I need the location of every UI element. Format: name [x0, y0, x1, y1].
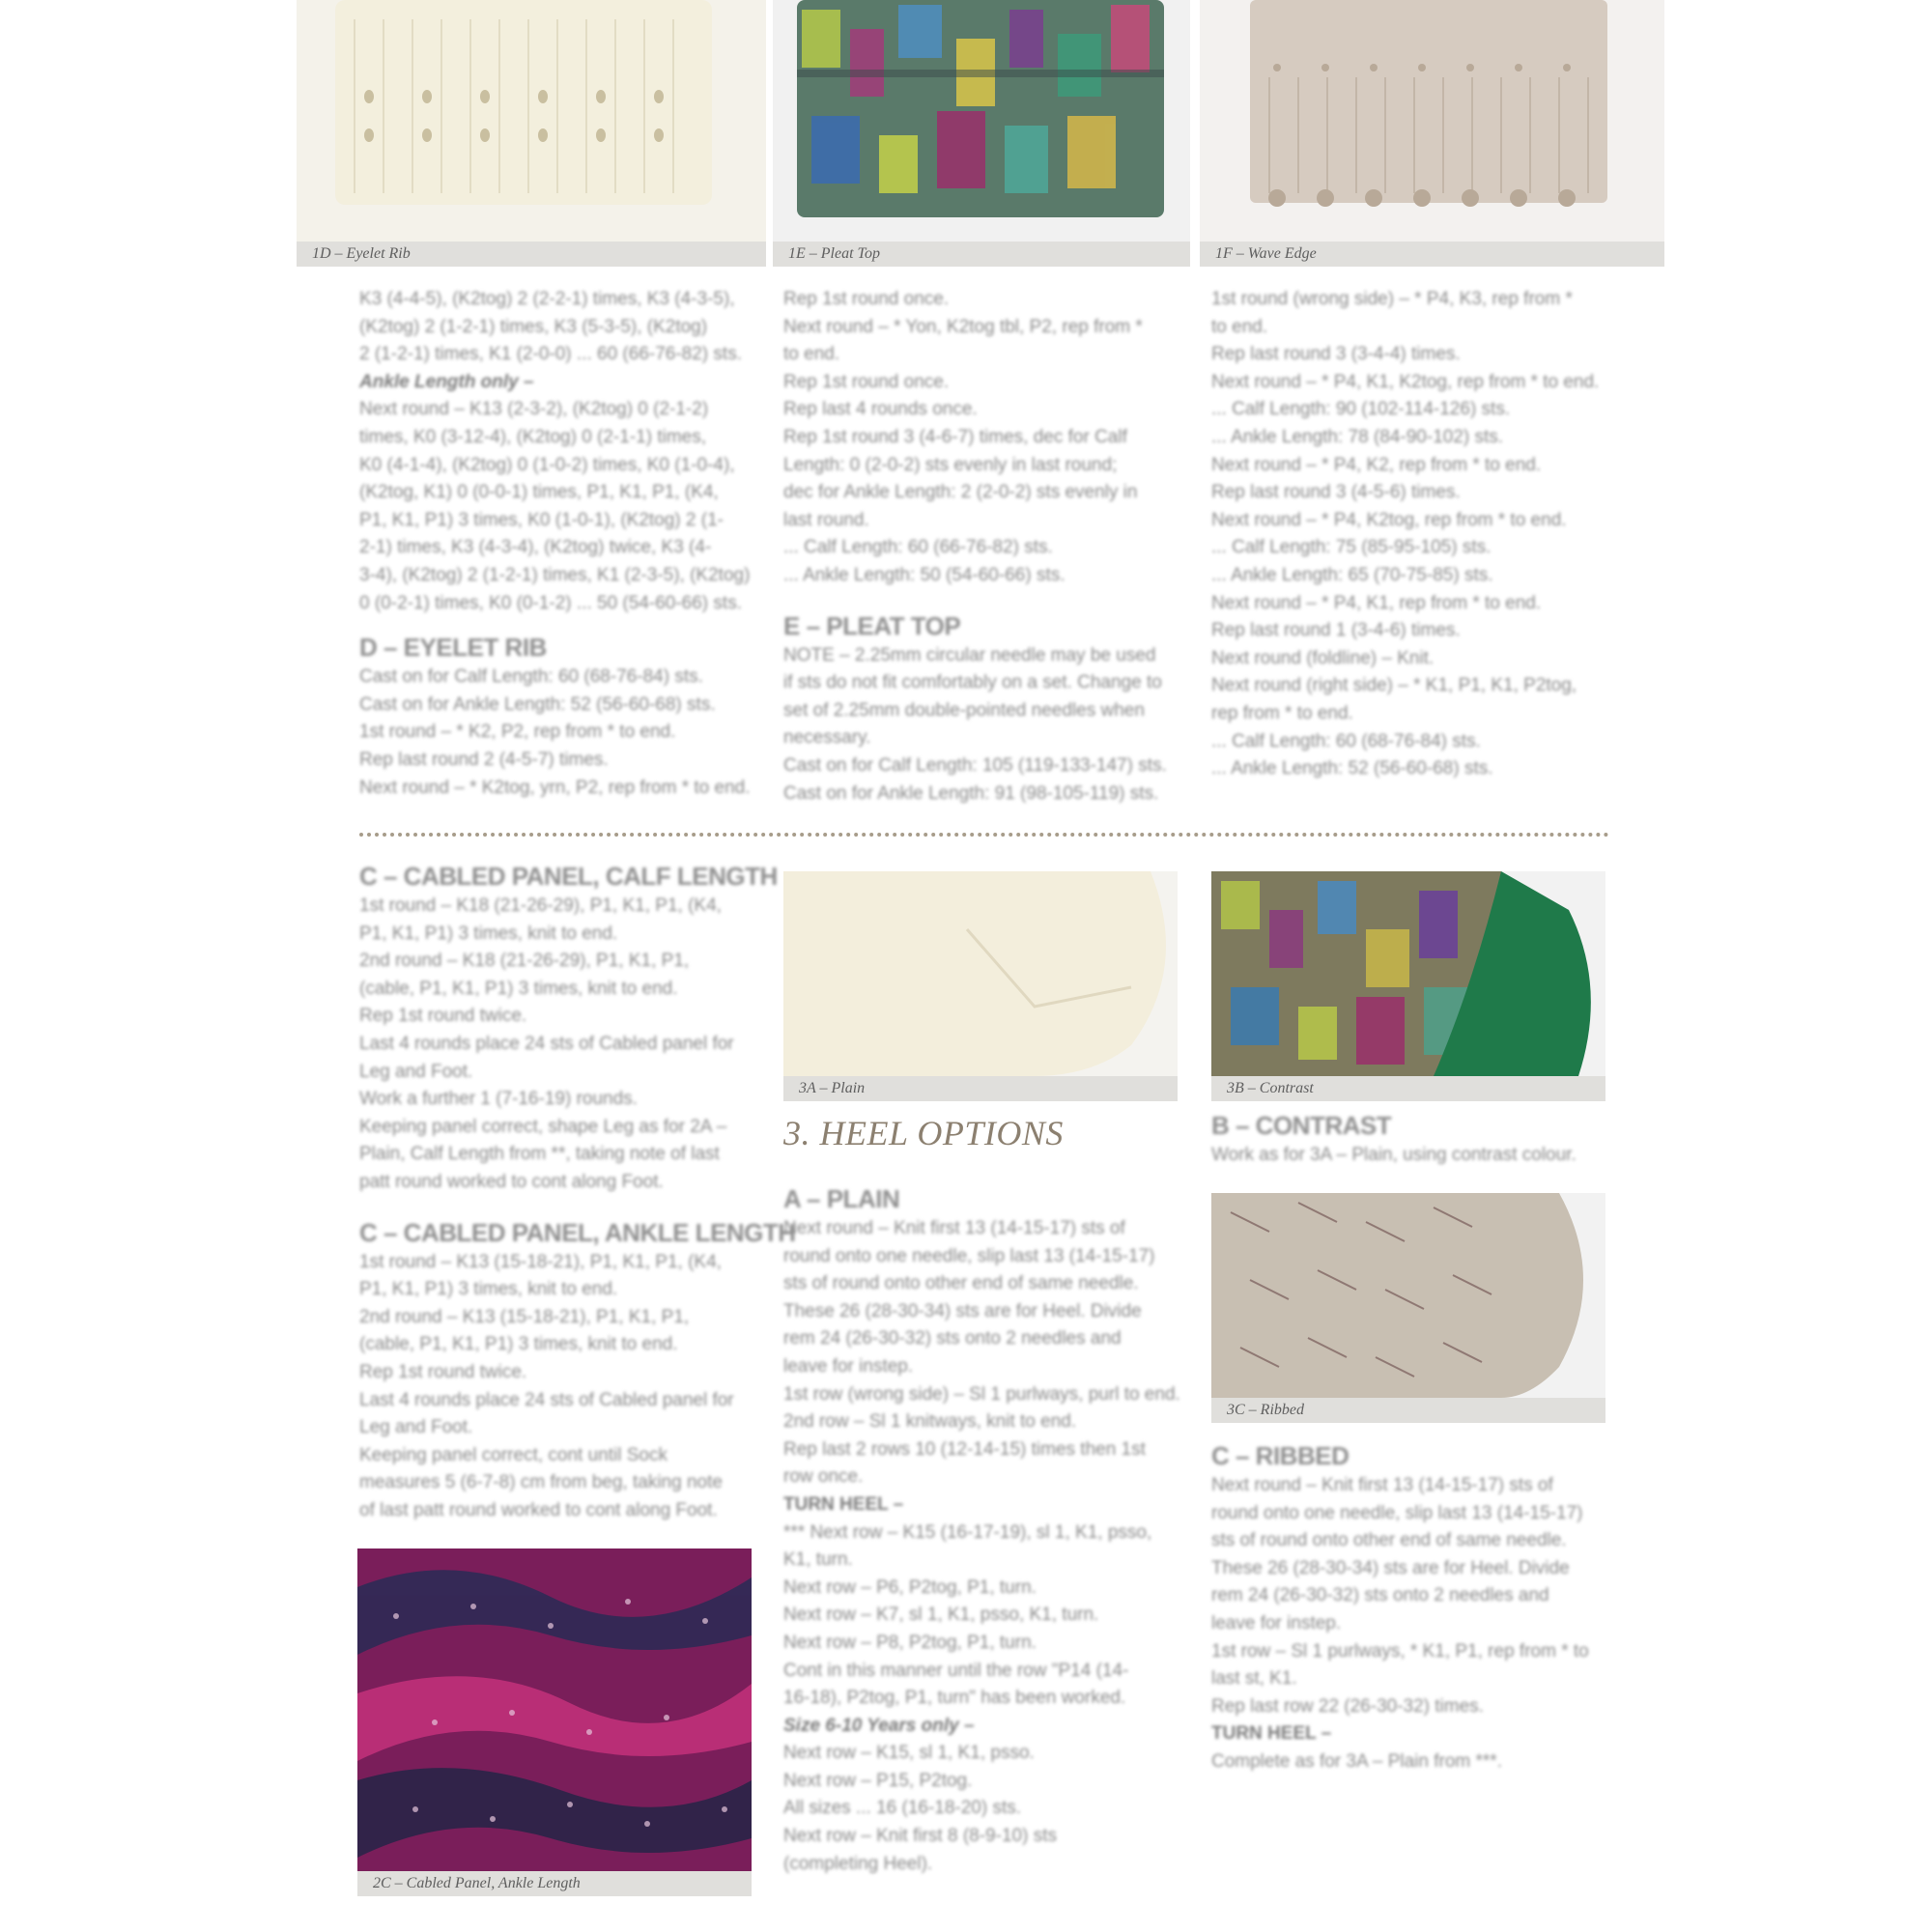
pattern-line: 2nd round – K13 (15-18-21), P1, K1, P1, — [359, 1306, 690, 1327]
pattern-line: last st, K1. — [1211, 1668, 1297, 1690]
pattern-line: P1, K1, P1) 3 times, knit to end. — [359, 1279, 618, 1300]
section-heading: E – PLEAT TOP — [783, 611, 961, 640]
pattern-line: 3-4), (K2tog) 2 (1-2-1) times, K1 (2-3-5), (K2tog) — [359, 564, 751, 585]
photo-caption: 3C – Ribbed — [1211, 1398, 1605, 1423]
pattern-line: ... Ankle Length: 52 (56-60-68) sts. — [1211, 758, 1493, 780]
pattern-line: 1st row – Sl 1 purlways, * K1, P1, rep from * to — [1211, 1640, 1589, 1662]
pattern-line: Next row – Knit first 8 (8-9-10) sts — [783, 1826, 1057, 1847]
text-column-1-top — [359, 286, 751, 802]
pattern-line: (cable, P1, K1, P1) 3 times, knit to end. — [359, 978, 678, 999]
pattern-line: Plain, Calf Length from **, taking note of last — [359, 1144, 720, 1165]
pattern-line: ... Calf Length: 75 (85-95-105) sts. — [1211, 537, 1492, 558]
pattern-line: round onto one needle, slip last 13 (14-15-17) — [1211, 1502, 1583, 1523]
pattern-line: NOTE – 2.25mm circular needle may be used — [783, 644, 1156, 666]
text-column-3-top — [1211, 286, 1599, 783]
pattern-line: Next round – K13 (2-3-2), (K2tog) 0 (2-1-2) — [359, 399, 709, 420]
pattern-line: last round. — [783, 509, 869, 530]
pattern-line: times, K0 (3-12-4), (K2tog) 0 (2-1-1) times, — [359, 426, 706, 447]
pattern-line: rem 24 (26-30-32) sts onto 2 needles and — [783, 1328, 1122, 1350]
pattern-line: TURN HEEL – — [783, 1493, 904, 1515]
pattern-line: TURN HEEL – — [1211, 1723, 1332, 1745]
pattern-line: 2-1) times, K3 (4-3-4), (K2tog) twice, K3 (4- — [359, 537, 712, 558]
pattern-line: K0 (4-1-4), (K2tog) 0 (1-0-2) times, K0 (1-0-4), — [359, 454, 735, 475]
pattern-line: Rep 1st round 3 (4-6-7) times, dec for Calf — [783, 426, 1127, 447]
photo-caption: 1D – Eyelet Rib — [297, 242, 766, 267]
pattern-line: Next round – Knit first 13 (14-15-17) sts of — [1211, 1475, 1553, 1495]
pattern-line: to end. — [783, 344, 840, 365]
text-column-1-bottom — [359, 860, 796, 1524]
text-column-2-bottom — [783, 1182, 1180, 1878]
pattern-line: Next row – K15, sl 1, K1, psso. — [783, 1743, 1035, 1764]
pattern-line: Size 6-10 Years only – — [783, 1715, 975, 1736]
pattern-line: Next round (right side) – * K1, P1, K1, P2tog, — [1211, 675, 1577, 696]
pattern-line: Cast on for Calf Length: 105 (119-133-147) sts. — [783, 754, 1167, 776]
pattern-line: round onto one needle, slip last 13 (14-15-17) — [783, 1245, 1155, 1266]
section-heading: C – CABLED PANEL, ANKLE LENGTH — [359, 1217, 796, 1247]
pattern-line: Next round – * P4, K1, rep from * to end. — [1211, 592, 1542, 613]
pattern-line: measures 5 (6-7-8) cm from beg, taking note — [359, 1472, 723, 1493]
heel-ribbed-knit-image — [1211, 1193, 1605, 1398]
pattern-line: 16-18), P2tog, P1, turn" has been worked. — [783, 1688, 1126, 1709]
pattern-line: (completing Heel). — [783, 1853, 933, 1874]
eyelet-rib-knit-image — [297, 0, 766, 242]
pattern-line: Rep last round 1 (3-4-6) times. — [1211, 620, 1461, 641]
pattern-line: 2nd row – Sl 1 knitways, knit to end. — [783, 1411, 1077, 1433]
pattern-line: Next round – * P4, K1, K2tog, rep from * to end. — [1211, 371, 1600, 392]
pattern-line: Last 4 rounds place 24 sts of Cabled panel for — [359, 1389, 734, 1410]
pattern-line: 2nd round – K18 (21-26-29), P1, K1, P1, — [359, 951, 690, 972]
pattern-line: Rep 1st round twice. — [359, 1361, 527, 1382]
section-heading: C – CABLED PANEL, CALF LENGTH — [359, 862, 778, 891]
pattern-line: Rep last 4 rounds once. — [783, 399, 978, 420]
pattern-line: sts of round onto other end of same needle. — [1211, 1530, 1567, 1551]
pattern-line: ... Calf Length: 90 (102-114-126) sts. — [1211, 399, 1511, 420]
pattern-line: 2 (1-2-1) times, K1 (2-0-0) ... 60 (66-76-82) sts. — [359, 344, 742, 365]
pattern-line: dec for Ankle Length: 2 (2-0-2) sts evenly in — [783, 482, 1138, 503]
heel-plain-knit-image — [783, 871, 1178, 1076]
pattern-line: (K2tog) 2 (1-2-1) times, K3 (5-3-5), (K2tog) — [359, 316, 708, 337]
pleat-top-knit-image — [773, 0, 1190, 242]
pattern-line: Next row – K7, sl 1, K1, psso, K1, turn. — [783, 1605, 1099, 1626]
pattern-line: Rep 1st round once. — [783, 289, 950, 309]
pattern-line: Cast on for Calf Length: 60 (68-76-84) sts. — [359, 667, 703, 688]
pattern-line: row once. — [783, 1466, 864, 1488]
pattern-line: 1st round – K18 (21-26-29), P1, K1, P1, (K4, — [359, 895, 722, 916]
pattern-line: Ankle Length only – — [359, 371, 534, 392]
pattern-line: P1, K1, P1) 3 times, knit to end. — [359, 923, 618, 944]
text-column-2-top — [783, 286, 1167, 808]
pattern-line: All sizes ... 16 (16-18-20) sts. — [783, 1798, 1022, 1819]
pattern-line: Keeping panel correct, cont until Sock — [359, 1444, 668, 1465]
pattern-line: if sts do not fit comfortably on a set. Change to — [783, 672, 1162, 694]
pattern-line: Next row – P15, P2tog. — [783, 1770, 973, 1791]
section-heading: A – PLAIN — [783, 1184, 900, 1213]
section-heading: B – CONTRAST — [1211, 1111, 1392, 1140]
pattern-line: Cast on for Ankle Length: 52 (56-60-68) sts. — [359, 694, 716, 715]
photo-heel-plain — [783, 871, 1178, 1101]
pattern-line: 1st round (wrong side) – * P4, K3, rep from * — [1211, 289, 1573, 309]
photo-caption: 1F – Wave Edge — [1200, 242, 1664, 267]
pattern-line: *** Next row – K15 (16-17-19), sl 1, K1, psso, — [783, 1521, 1152, 1543]
pattern-line: ... Calf Length: 60 (66-76-82) sts. — [783, 537, 1053, 558]
pattern-line: Rep last round 3 (4-5-6) times. — [1211, 482, 1461, 503]
pattern-line: leave for instep. — [1211, 1612, 1342, 1634]
pattern-line: 1st row (wrong side) – Sl 1 purlways, purl to end. — [783, 1383, 1180, 1405]
photo-caption: 3A – Plain — [783, 1076, 1178, 1101]
section-heading: C – RIBBED — [1211, 1441, 1350, 1470]
photo-wave-edge — [1200, 0, 1664, 267]
text-column-3-contrast — [1211, 1109, 1577, 1170]
section-title: 3. HEEL OPTIONS — [783, 1114, 1064, 1152]
pattern-line: (K2tog, K1) 0 (0-0-1) times, P1, K1, P1, (K4, — [359, 482, 719, 503]
dotted-divider — [359, 833, 1609, 837]
pattern-line: of last patt round worked to cont along Foot. — [359, 1499, 718, 1520]
photo-pleat-top — [773, 0, 1190, 267]
cabled-ankle-knit-image — [357, 1548, 752, 1871]
photo-caption: 3B – Contrast — [1211, 1076, 1605, 1101]
pattern-line: Next row – P6, P2tog, P1, turn. — [783, 1577, 1037, 1598]
pattern-line: Next round – * P4, K2tog, rep from * to end. — [1211, 509, 1567, 530]
pattern-line: Rep last 2 rows 10 (12-14-15) times then 1st — [783, 1438, 1146, 1460]
pattern-line: K1, turn. — [783, 1549, 853, 1571]
pattern-line: Next round – * Yon, K2tog tbl, P2, rep from * — [783, 316, 1143, 337]
pattern-line: Rep 1st round once. — [783, 371, 950, 392]
pattern-line: K3 (4-4-5), (K2tog) 2 (2-2-1) times, K3 (4-3-5), — [359, 289, 735, 309]
pattern-line: Cast on for Ankle Length: 91 (98-105-119) sts. — [783, 782, 1159, 804]
pattern-line: Rep last row 22 (26-30-32) times. — [1211, 1695, 1484, 1717]
pattern-line: to end. — [1211, 316, 1268, 337]
pattern-line: Rep last round 3 (3-4-4) times. — [1211, 344, 1461, 365]
pattern-line: Work as for 3A – Plain, using contrast colour. — [1211, 1145, 1577, 1165]
section-heading: D – EYELET RIB — [359, 633, 547, 663]
pattern-line: 0 (0-2-1) times, K0 (0-1-2) ... 50 (54-60-66) sts. — [359, 592, 742, 613]
pattern-line: Rep last round 2 (4-5-7) times. — [359, 749, 609, 770]
pattern-line: Complete as for 3A – Plain from ***. — [1211, 1750, 1502, 1772]
pattern-line: Next round (foldline) – Knit. — [1211, 647, 1435, 668]
photo-caption: 2C – Cabled Panel, Ankle Length — [357, 1871, 752, 1896]
pattern-line: sts of round onto other end of same needle. — [783, 1273, 1139, 1294]
pattern-line: P1, K1, P1) 3 times, K0 (1-0-1), (K2tog) 2 (1- — [359, 509, 724, 530]
pattern-line: Next round – Knit first 13 (14-15-17) sts of — [783, 1218, 1125, 1238]
wave-edge-knit-image — [1200, 0, 1664, 242]
photo-cabled-ankle — [357, 1548, 752, 1896]
pattern-line: 1st round – * K2, P2, rep from * to end. — [359, 722, 676, 743]
pattern-line: Length: 0 (2-0-2) sts evenly in last round; — [783, 454, 1118, 475]
pattern-line: ... Ankle Length: 78 (84-90-102) sts. — [1211, 426, 1504, 447]
text-column-3-ribbed — [1211, 1439, 1589, 1776]
photo-eyelet-rib — [297, 0, 766, 267]
pattern-line: Next round – * K2tog, yrn, P2, rep from * to end. — [359, 777, 751, 798]
pattern-line: 1st round – K13 (15-18-21), P1, K1, P1, (K4, — [359, 1251, 722, 1272]
pattern-line: rep from * to end. — [1211, 702, 1353, 724]
photo-caption: 1E – Pleat Top — [773, 242, 1190, 267]
pattern-line: ... Ankle Length: 50 (54-60-66) sts. — [783, 564, 1065, 585]
pattern-line: ... Calf Length: 60 (68-76-84) sts. — [1211, 730, 1481, 752]
pattern-line: leave for instep. — [783, 1355, 914, 1377]
pattern-line: Keeping panel correct, shape Leg as for 2A – — [359, 1116, 727, 1137]
pattern-line: necessary. — [783, 727, 871, 749]
pattern-line: set of 2.25mm double-pointed needles when — [783, 699, 1145, 721]
photo-heel-contrast — [1211, 871, 1605, 1101]
heel-contrast-knit-image — [1211, 871, 1605, 1076]
pattern-line: Last 4 rounds place 24 sts of Cabled panel for — [359, 1033, 734, 1054]
pattern-line: Leg and Foot. — [359, 1417, 473, 1438]
photo-heel-ribbed — [1211, 1193, 1605, 1423]
pattern-line: Cont in this manner until the row "P14 (14- — [783, 1660, 1129, 1681]
pattern-line: Leg and Foot. — [359, 1061, 473, 1082]
pattern-line: Next round – * P4, K2, rep from * to end. — [1211, 454, 1542, 475]
pattern-line: Work a further 1 (7-16-19) rounds. — [359, 1089, 638, 1110]
pattern-line: These 26 (28-30-34) sts are for Heel. Divide — [1211, 1557, 1570, 1578]
pattern-line: Rep 1st round twice. — [359, 1006, 527, 1027]
pattern-line: rem 24 (26-30-32) sts onto 2 needles and — [1211, 1585, 1549, 1606]
pattern-line: ... Ankle Length: 65 (70-75-85) sts. — [1211, 564, 1493, 585]
pattern-line: patt round worked to cont along Foot. — [359, 1171, 664, 1192]
pattern-line: (cable, P1, K1, P1) 3 times, knit to end. — [359, 1334, 678, 1355]
pattern-line: Next row – P8, P2tog, P1, turn. — [783, 1632, 1037, 1653]
pattern-line: These 26 (28-30-34) sts are for Heel. Divide — [783, 1300, 1142, 1321]
